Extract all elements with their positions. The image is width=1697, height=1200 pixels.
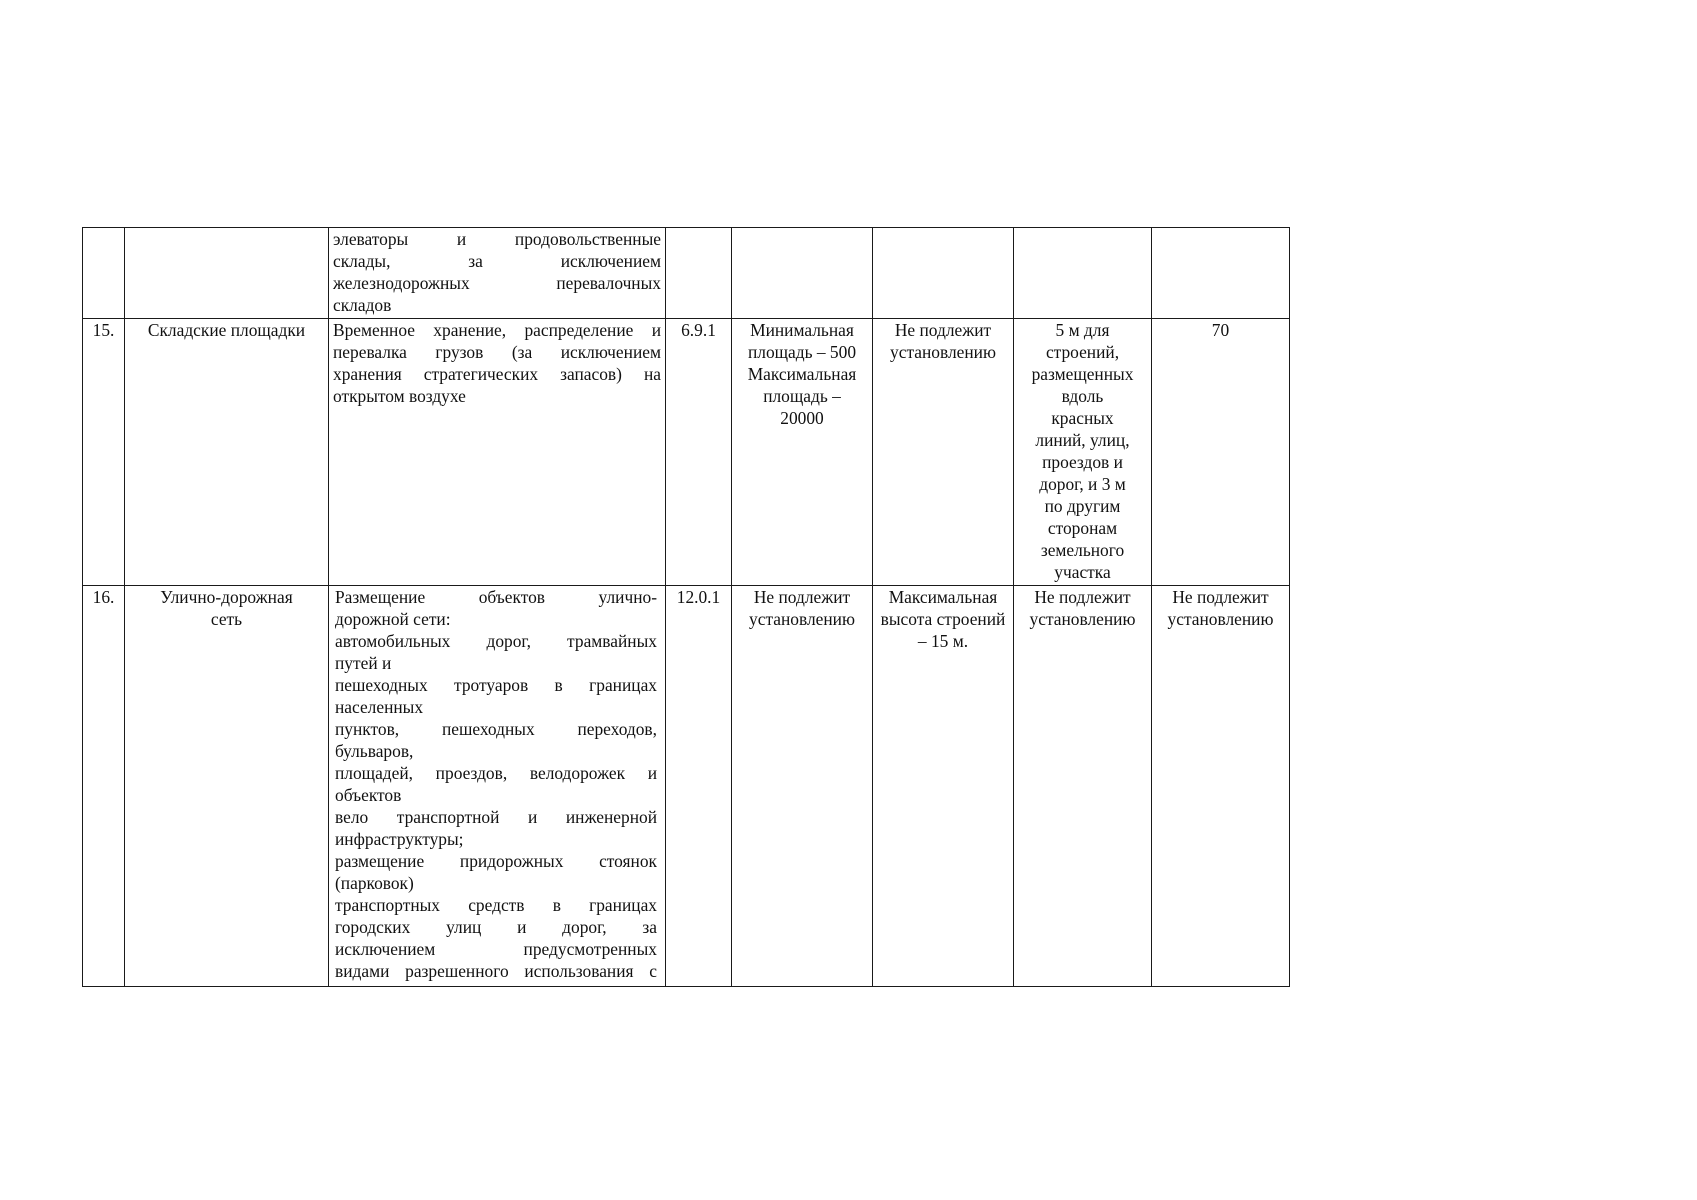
description-line: складов bbox=[333, 295, 392, 315]
use-description-cell bbox=[329, 586, 666, 987]
cell-line: установлению bbox=[749, 609, 855, 629]
cell-line: площадь – bbox=[763, 386, 841, 406]
description-line: Размещение объектов улично- bbox=[335, 587, 657, 607]
cell-line: вдоль bbox=[1061, 386, 1104, 406]
description-line: элеваторы и продовольственные bbox=[333, 229, 661, 249]
cell-line: строений, bbox=[1045, 342, 1120, 362]
height-limit-cell bbox=[873, 586, 1014, 987]
cell-line: сеть bbox=[210, 609, 243, 629]
description-line: бульваров, bbox=[335, 741, 414, 761]
cell-line: 5 м для bbox=[1055, 320, 1110, 340]
lot-area-cell bbox=[732, 319, 873, 586]
height-limit-cell bbox=[873, 319, 1014, 586]
setback-cell bbox=[1014, 228, 1152, 319]
cell-line: по другим bbox=[1044, 496, 1121, 516]
coverage-cell bbox=[1152, 228, 1290, 319]
description-line: вело транспортной и инженерной bbox=[335, 807, 657, 827]
lot-area-cell bbox=[732, 228, 873, 319]
description-line: размещение придорожных стоянок bbox=[335, 851, 657, 871]
description-line: пунктов, пешеходных переходов, bbox=[335, 719, 657, 739]
cell-line: сторонам bbox=[1047, 518, 1118, 538]
cell-line: установлению bbox=[1029, 609, 1136, 629]
setback-cell bbox=[1014, 319, 1152, 586]
cell-line: Максимальная bbox=[747, 364, 857, 384]
description-line: инфраструктуры; bbox=[335, 829, 464, 849]
cell-line: высота строений bbox=[880, 609, 1006, 629]
description-line: населенных bbox=[335, 697, 424, 717]
table-row-continued bbox=[83, 228, 1290, 319]
description-line: дорожной сети: bbox=[335, 609, 451, 629]
cell-line: размещенных bbox=[1031, 364, 1134, 384]
description-line: перевалка грузов (за исключением bbox=[333, 342, 661, 362]
description-line: пешеходных тротуаров в границах bbox=[335, 675, 657, 695]
use-name-cell bbox=[125, 228, 329, 319]
cell-line: дорог, и 3 м bbox=[1039, 474, 1126, 494]
use-name-cell bbox=[125, 586, 329, 987]
cell-line: установлению bbox=[1167, 609, 1274, 629]
cell-line: 20000 bbox=[780, 408, 824, 428]
use-code-cell bbox=[666, 228, 732, 319]
description-line: (парковок) bbox=[335, 873, 414, 893]
use-name-cell: Складские площадки bbox=[125, 319, 329, 586]
lot-area-cell bbox=[732, 586, 873, 987]
cell-line: площадь – 500 bbox=[747, 342, 857, 362]
cell-line: Не подлежит bbox=[753, 587, 851, 607]
description-line: железнодорожных перевалочных bbox=[333, 273, 661, 293]
table-row-16 bbox=[83, 586, 1290, 987]
coverage-cell: 70 bbox=[1152, 319, 1290, 586]
row-number-cell: 16. bbox=[83, 586, 125, 987]
cell-line: линий, улиц, bbox=[1035, 430, 1130, 450]
use-code-cell: 12.0.1 bbox=[666, 586, 732, 987]
cell-line: установлению bbox=[890, 342, 996, 362]
cell-line: земельного bbox=[1040, 540, 1125, 560]
cell-line: – 15 м. bbox=[917, 631, 969, 651]
table-row-15 bbox=[83, 319, 1290, 586]
description-line: объектов bbox=[335, 785, 402, 805]
use-code-cell: 6.9.1 bbox=[666, 319, 732, 586]
cell-line: Не подлежит bbox=[894, 320, 992, 340]
description-line: Временное хранение, распределение и bbox=[333, 320, 661, 340]
cell-line: проездов и bbox=[1042, 452, 1123, 472]
land-use-regulations-table bbox=[82, 227, 1290, 987]
cell-line: Максимальная bbox=[888, 587, 998, 607]
setback-cell bbox=[1014, 586, 1152, 987]
cell-line: Улично-дорожная bbox=[160, 587, 293, 607]
row-number-cell: 15. bbox=[83, 319, 125, 586]
description-line: видами разрешенного использования с bbox=[335, 961, 657, 981]
description-line: автомобильных дорог, трамвайных bbox=[335, 631, 657, 651]
height-limit-cell bbox=[873, 228, 1014, 319]
description-line: склады, за исключением bbox=[333, 251, 661, 271]
description-line: хранения стратегических запасов) на bbox=[333, 364, 661, 384]
use-description-cell bbox=[329, 319, 666, 586]
description-line: городских улиц и дорог, за bbox=[335, 917, 657, 937]
row-number-cell bbox=[83, 228, 125, 319]
description-line: транспортных средств в границах bbox=[335, 895, 657, 915]
description-line: площадей, проездов, велодорожек и bbox=[335, 763, 657, 783]
cell-line: Не подлежит bbox=[1034, 587, 1131, 607]
use-description-cell bbox=[329, 228, 666, 319]
cell-line: участка bbox=[1054, 562, 1111, 582]
description-line: исключением предусмотренных bbox=[335, 939, 657, 959]
cell-line: красных bbox=[1051, 408, 1114, 428]
description-line: путей и bbox=[335, 653, 392, 673]
description-line: открытом воздухе bbox=[333, 386, 466, 406]
cell-line: Минимальная bbox=[750, 320, 854, 340]
cell-line: Не подлежит bbox=[1172, 587, 1269, 607]
coverage-cell bbox=[1152, 586, 1290, 987]
